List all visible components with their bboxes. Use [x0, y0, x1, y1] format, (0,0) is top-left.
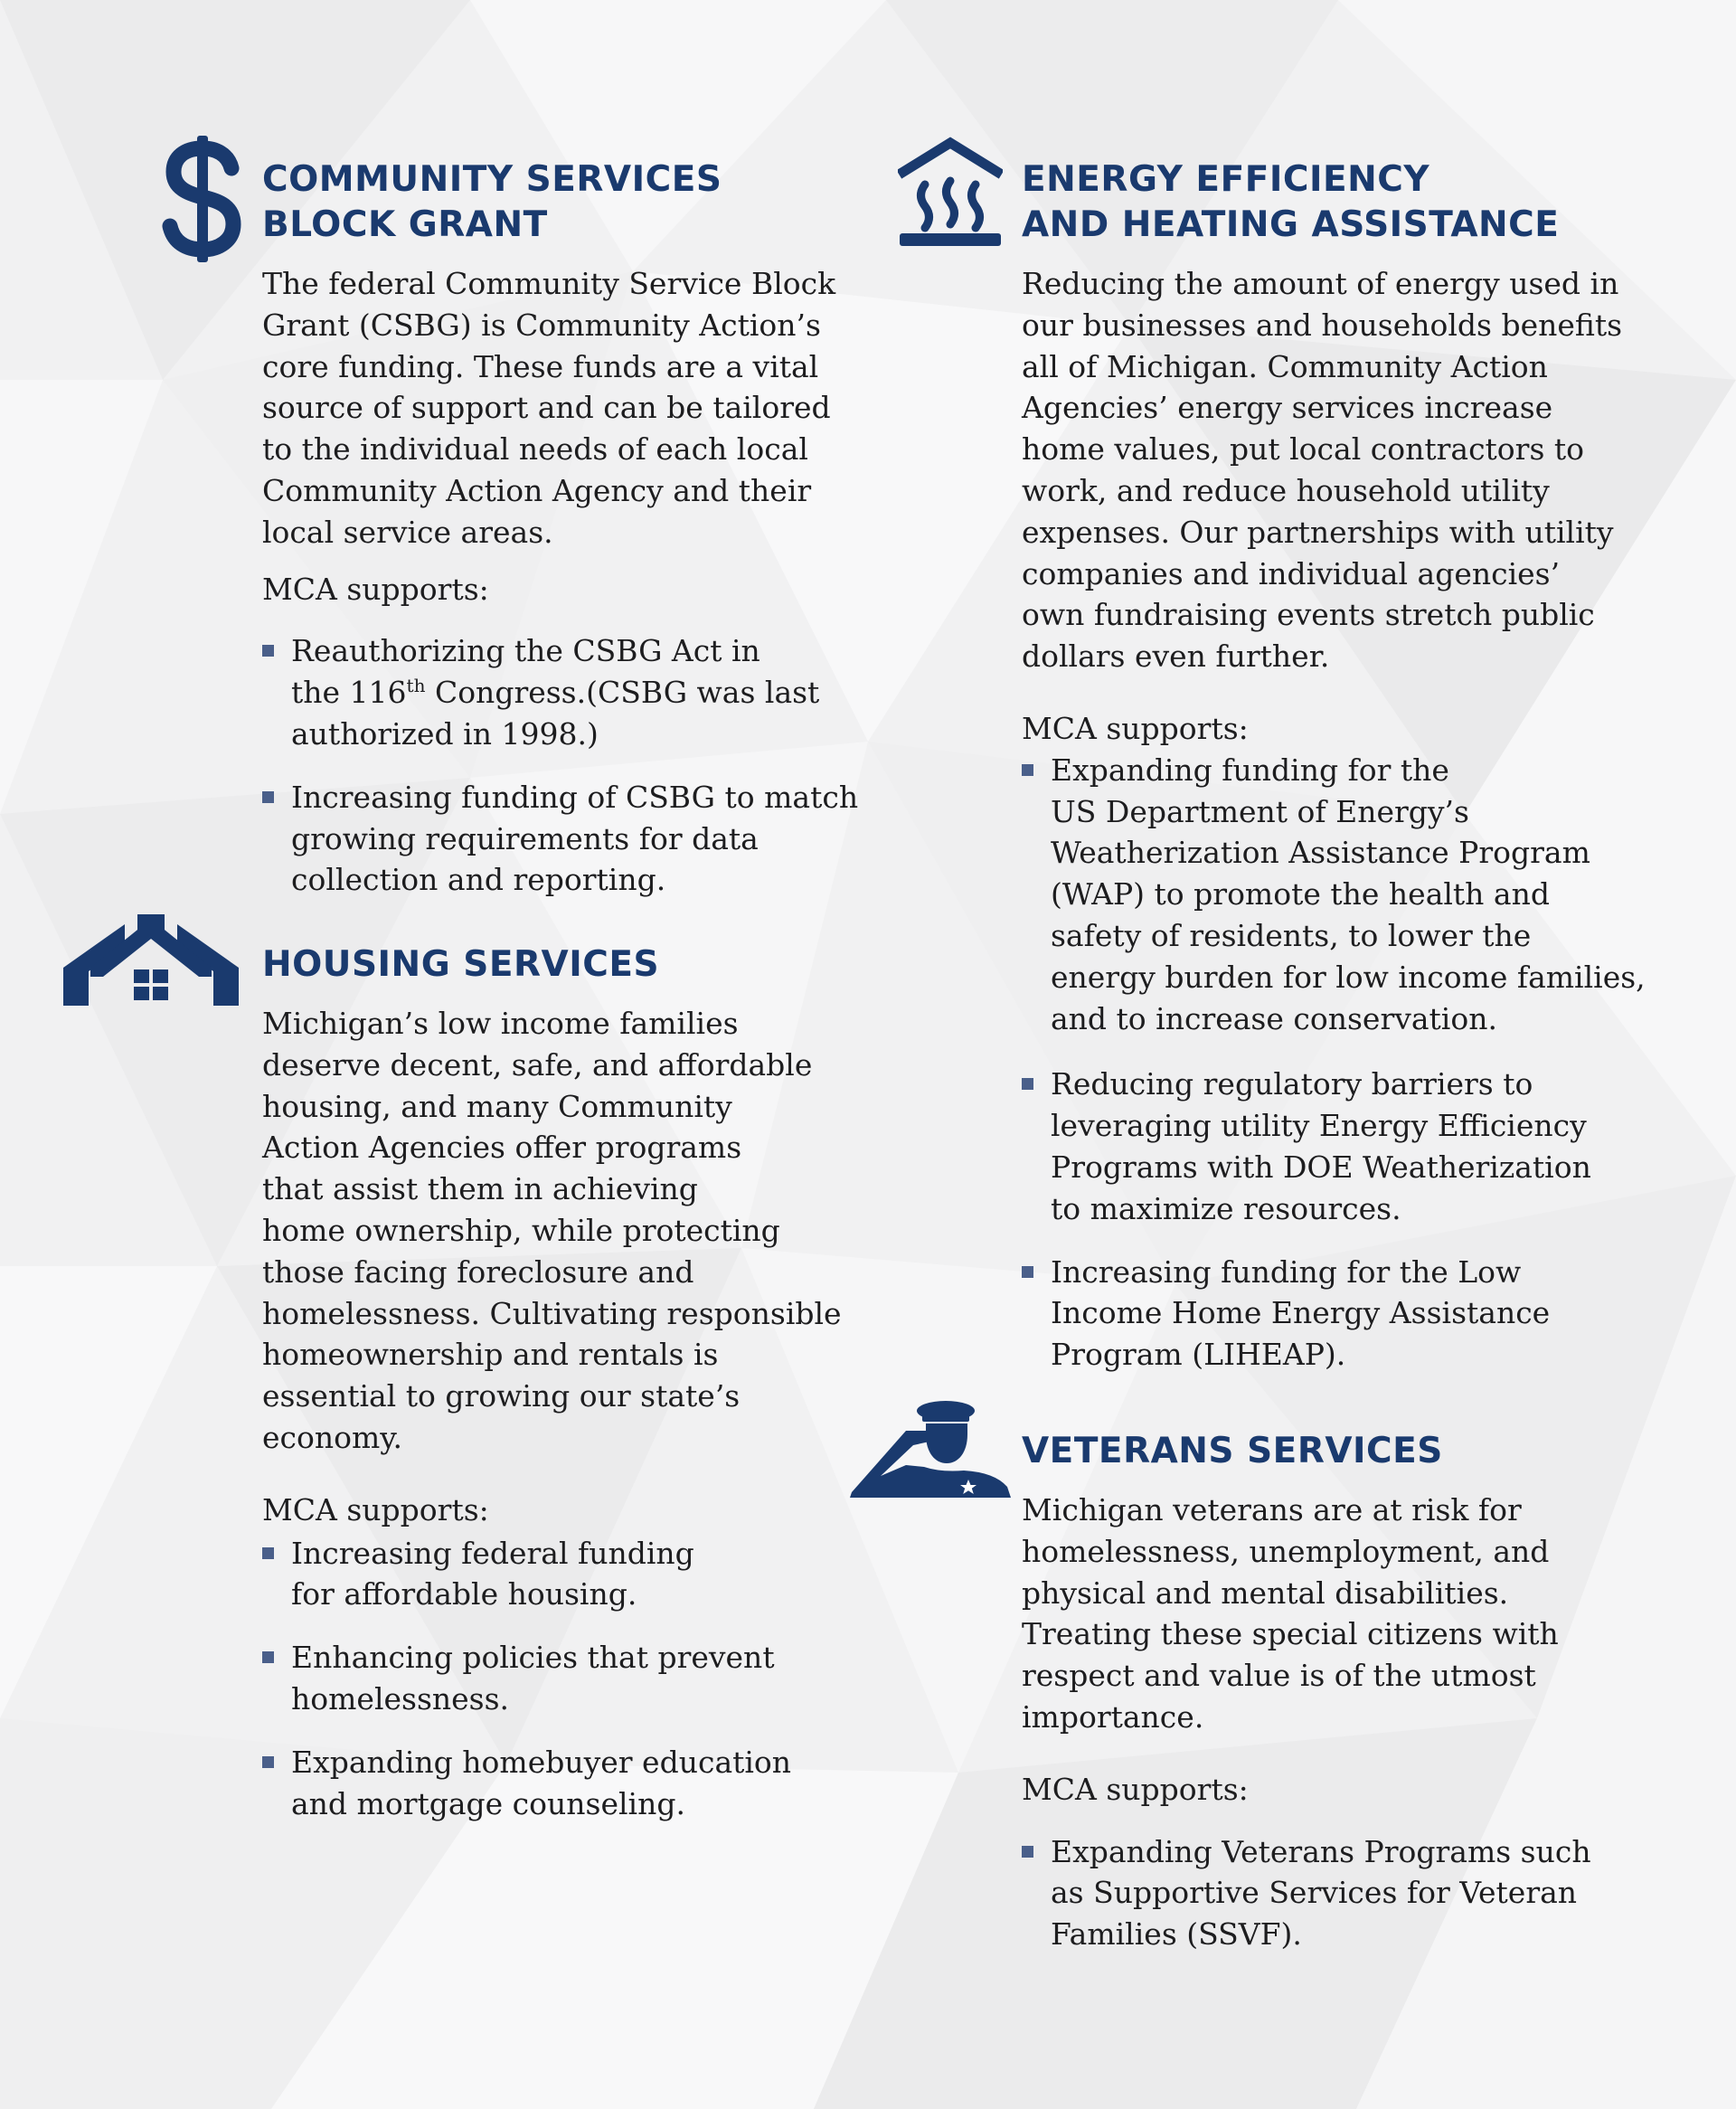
- list-item: Increasing funding of CSBG to match growing requirements for data collection and reporting.: [262, 777, 913, 901]
- housing-body: Michigan’s low income families deserve decent, safe, and affordable housing, and many Community Action Agencies offer programs that assist them in achieving home ownership, while protecting those facing foreclosure and homelessness. Cultivating responsible homeownership and rentals is essential to growing our state’s economy.: [262, 1006, 842, 1455]
- csbg-section: [262, 263, 913, 901]
- bullet-square-icon: [262, 1756, 274, 1768]
- list-item: Increasing funding for the Low Income Home Energy Assistance Program (LIHEAP).: [1022, 1252, 1709, 1376]
- csbg-bullet-list: [262, 630, 913, 901]
- veterans-bullet-list: [1022, 1831, 1709, 1955]
- bullet-square-icon: [262, 645, 274, 657]
- bullet-square-icon: [262, 1547, 274, 1559]
- bullet-square-icon: [262, 1651, 274, 1663]
- list-item: Reauthorizing the CSBG Act in the 116th Congress.(CSBG was last authorized in 1998.): [262, 630, 913, 754]
- bullet-square-icon: [1022, 1846, 1033, 1858]
- bullet-square-icon: [262, 791, 274, 803]
- heating-icon: [898, 136, 1003, 246]
- housing-bullet-list: [262, 1533, 913, 1825]
- veterans-section: [1022, 1490, 1709, 1955]
- csbg-heading: COMMUNITY SERVICES BLOCK GRANT: [262, 159, 722, 245]
- list-item: Expanding homebuyer education and mortgage counseling.: [262, 1742, 913, 1825]
- energy-section: [1022, 263, 1709, 1376]
- list-item: Enhancing policies that prevent homelessness.: [262, 1637, 913, 1720]
- dollar-icon: [161, 136, 244, 262]
- list-item: Expanding funding for the US Department of Energy’s Weatherization Assistance Program (WAP) to promote the health and safety of residents, to lower the energy burden for low income families, and to increase conservation.: [1022, 750, 1709, 1040]
- list-item: Expanding Veterans Programs such as Supportive Services for Veteran Families (SSVF).: [1022, 1831, 1709, 1955]
- bullet-square-icon: [1022, 1266, 1033, 1278]
- list-item: Increasing federal funding for affordable housing.: [262, 1533, 913, 1616]
- csbg-body: The federal Community Service Block Grant (CSBG) is Community Action’s core funding. These funds are a vital source of support and can be tailored to the individual needs of each local Community Action Agency and their local service areas.: [262, 266, 836, 550]
- energy-body: Reducing the amount of energy used in our businesses and households benefits all of Michigan. Community Action Agencies’ energy services increase home values, put local contractors to work, and reduce household utility expenses. Our partnerships with utility companies and individual agencies’ own fundraising events stretch public dollars even further.: [1022, 266, 1623, 675]
- bullet-square-icon: [1022, 764, 1033, 776]
- energy-supports-label: MCA supports:: [1022, 710, 1249, 746]
- veterans-heading: VETERANS SERVICES: [1022, 1431, 1443, 1471]
- housing-heading: HOUSING SERVICES: [262, 944, 660, 985]
- housing-supports-label: MCA supports:: [262, 1491, 489, 1527]
- veterans-body: Michigan veterans are at risk for homelessness, unemployment, and physical and mental disabilities. Treating these special citizens with respect and value is of the utmost importance.: [1022, 1492, 1559, 1735]
- saluting-soldier-icon: [850, 1400, 1013, 1498]
- veterans-supports-label: MCA supports:: [1022, 1771, 1249, 1807]
- energy-heading: ENERGY EFFICIENCY AND HEATING ASSISTANCE: [1022, 159, 1560, 245]
- housing-section: [262, 1003, 913, 1824]
- house-icon: [63, 913, 239, 1006]
- list-item: Reducing regulatory barriers to leveraging utility Energy Efficiency Programs with DOE Weatherization to maximize resources.: [1022, 1064, 1709, 1229]
- bullet-square-icon: [1022, 1078, 1033, 1090]
- energy-bullet-list: [1022, 750, 1709, 1376]
- csbg-supports-label: MCA supports:: [262, 571, 489, 607]
